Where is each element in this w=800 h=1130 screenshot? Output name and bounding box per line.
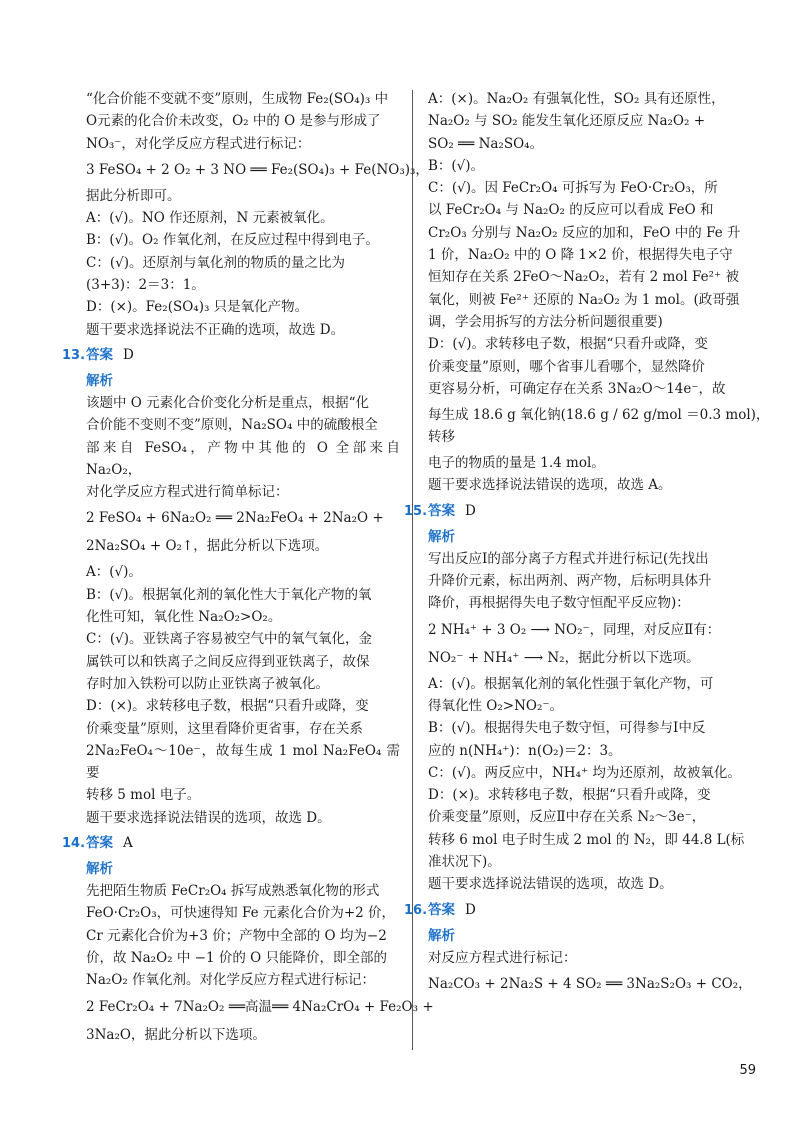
text-line: 得氧化性 O₂>NO₂⁻。 [428,697,563,714]
text-line: C：(√)。两反应中，NH₄⁺ 均为还原剂，故被氧化。 [428,764,741,781]
fraction-line: 每生成 18.6 g 氧化钠(18.6 g / 62 g/mol ＝0.3 mol)，转移 [428,407,770,446]
text-line: 应的 n(NH₄⁺)：n(O₂)＝2：3。 [428,742,622,759]
text-line: 1 价，Na₂O₂ 中的 O 降 1×2 价，根据得失电子守 [428,247,733,264]
page-number: 59 [739,1063,756,1078]
text-line: A：(×)。Na₂O₂ 有强氧化性，SO₂ 具有还原性， [428,91,725,107]
text-line: 降价，再根据得失电子数守恒配平反应物)： [428,595,690,612]
text-line: “化合价能不变就不变”原则，生成物 Fe₂(SO₄)₃ 中 [86,91,389,107]
text-line: NO₃⁻，对化学反应方程式进行标记： [86,135,311,152]
text-line: 调，学会用拆写的方法分析问题很重要) [428,313,663,330]
answer-label: 答案 [428,901,455,918]
text-line: 题干要求选择说法不正确的选项，故选 D。 [86,321,345,338]
text-line: SO₂ ══ Na₂SO₄。 [428,135,544,152]
text-line: A：(√)。 [86,564,142,581]
text-line: 存时加入铁粉可以防止亚铁离子被氧化。 [86,675,329,692]
text-line: 题干要求选择说法错误的选项，故选 D。 [86,809,331,826]
answer-label: 答案 [86,346,113,363]
text-line: C：(√)。因 FeCr₂O₄ 可拆写为 FeO·Cr₂O₃，所 [428,180,718,197]
analysis-heading: 解析 [428,528,455,545]
answer-value: D [465,502,476,519]
question-number: 15. [404,503,428,519]
text-line: D：(√)。求转移电子数，根据“只看升或降，变 [428,336,708,353]
text-line: 部来自 FeSO₄，产物中其他的 O 全部来自 Na₂O₂， [86,439,400,478]
text-line: 转移 6 mol 电子时生成 2 mol 的 N₂，即 44.8 L(标 [428,831,745,848]
text-line: D：(×)。求转移电子数，根据“只看升或降，变 [86,698,369,715]
text-line: 该题中 O 元素化合价变化分析是重点，根据“化 [86,394,370,411]
text-line: Cr 元素化合价为+3 价；产物中全部的 O 均为−2 [86,927,387,944]
text-line: B：(√)。O₂ 作氧化剂，在反应过程中得到电子。 [86,232,379,249]
text-line: 题干要求选择说法错误的选项，故选 A。 [428,477,672,494]
text-line: B：(√)。 [428,157,485,174]
equation: 3Na₂O，据此分析以下选项。 [86,1026,266,1043]
answer-row-16 [404,898,770,923]
text-line: 写出反应Ⅰ的部分离子方程式并进行标记(先找出 [428,550,709,567]
text-line: 准状况下)。 [428,854,501,871]
text-line: 对化学反应方程式进行简单标记： [86,484,289,501]
text-line: 先把陌生物质 FeCr₂O₄ 拆写成熟悉氧化物的形式 [86,883,380,900]
text-line: O元素的化合价未改变，O₂ 中的 O 是参与形成了 [86,113,381,130]
equation: 3 FeSO₄ + 2 O₂ + 3 NO ══ Fe₂(SO₄)₃ + Fe(NO₃)₃， [86,161,429,178]
text-line: 升降价元素，标出两剂、两产物，后标明具体升 [428,573,712,590]
text-line: Na₂O₂ 与 SO₂ 能发生氧化还原反应 Na₂O₂ + [428,113,706,130]
answer-value: D [123,346,134,363]
text-line: 化性可知，氧化性 Na₂O₂>O₂。 [86,609,282,626]
text-line: C：(√)。亚铁离子容易被空气中的氧气氧化，金 [86,631,372,648]
text-line: D：(×)。Fe₂(SO₄)₃ 只是氧化产物。 [86,299,309,316]
analysis-heading: 解析 [86,861,113,878]
equation: 2 FeSO₄ + 6Na₂O₂ ══ 2Na₂FeO₄ + 2Na₂O + [86,510,384,527]
text-line: 价乘变量”原则，反应Ⅱ中存在关系 N₂～3e⁻， [428,809,706,826]
text-line: 对反应方程式进行标记： [428,949,577,966]
text-line: 价乘变量”原则，这里看降价更省事，存在关系 [86,720,363,737]
text-line: FeO·Cr₂O₃，可快速得知 Fe 元素化合价为+2 价， [86,905,396,922]
equation: Na₂CO₃ + 2Na₂S + 4 SO₂ ══ 3Na₂S₂O₃ + CO₂， [428,975,752,992]
text-line: Na₂O₂ 作氧化剂。对化学反应方程式进行标记： [86,972,376,989]
text-line: 更容易分析，可确定存在关系 3Na₂O～14e⁻，故 [428,380,726,397]
text-line: 价，故 Na₂O₂ 中 −1 价的 O 只能降价，即全部的 [86,949,387,966]
text-line: 氧化，则被 Fe²⁺ 还原的 Na₂O₂ 为 1 mol。(政哥强 [428,291,740,308]
right-column [404,88,770,999]
text-line: 2Na₂FeO₄～10e⁻，故每生成 1 mol Na₂FeO₄ 需要 [86,742,400,782]
answer-row-13 [62,343,400,368]
question-number: 16. [404,902,428,918]
answer-label: 答案 [428,502,455,519]
equation: NO₂⁻ + NH₄⁺ ⟶ N₂，据此分析以下选项。 [428,649,700,666]
text-line: 据此分析即可。 [86,187,181,204]
text-line: B：(√)。根据得失电子数守恒，可得参与Ⅰ中反 [428,720,706,737]
text-line: B：(√)。根据氧化剂的氧化性大于氧化产物的氧 [86,586,372,603]
text-line: 题干要求选择说法错误的选项，故选 D。 [428,876,673,893]
question-number: 14. [62,836,86,852]
question-number: 13. [62,347,86,363]
text-line: 转移 5 mol 电子。 [86,787,201,804]
text-line: C：(√)。还原剂与氧化剂的物质的量之比为 [86,254,345,271]
analysis-heading: 解析 [428,927,455,944]
text-line: 恒知存在关系 2FeO～Na₂O₂，若有 2 mol Fe²⁺ 被 [428,269,739,286]
equation: 2 FeCr₂O₄ + 7Na₂O₂ ══高温══ 4Na₂CrO₄ + Fe₂O₃ + [86,998,434,1015]
text-line: 属铁可以和铁离子之间反应得到亚铁离子，故保 [86,653,370,670]
text-line: 价乘变量”原则，哪个省事儿看哪个，显然降价 [428,358,705,375]
text-line: 以 FeCr₂O₄ 与 Na₂O₂ 的反应可以看成 FeO 和 [428,202,714,219]
text-line: A：(√)。根据氧化剂的氧化性强于氧化产物，可 [428,675,714,692]
answer-label: 答案 [86,835,113,852]
answer-row-14 [62,831,400,856]
equation: 2 NH₄⁺ + 3 O₂ ⟶ NO₂⁻，同理，对反应Ⅱ有： [428,621,721,638]
answer-value: A [123,835,133,852]
text-line: 合价能不变则不变”原则，Na₂SO₄ 中的硫酸根全 [86,417,378,434]
text-line: 电子的物质的量是 1.4 mol。 [428,455,605,472]
text-line: D：(×)。求转移电子数，根据“只看升或降，变 [428,787,711,804]
answer-value: D [465,901,476,918]
equation: 2Na₂SO₄ + O₂↑，据此分析以下选项。 [86,538,329,555]
analysis-heading: 解析 [86,372,113,389]
text-line: A：(√)。NO 作还原剂，N 元素被氧化。 [86,210,334,227]
text-line: (3+3)：2＝3：1。 [86,277,205,294]
answer-row-15 [404,499,770,524]
text-line: Cr₂O₃ 分别与 Na₂O₂ 反应的加和，FeO 中的 Fe 升 [428,224,741,241]
